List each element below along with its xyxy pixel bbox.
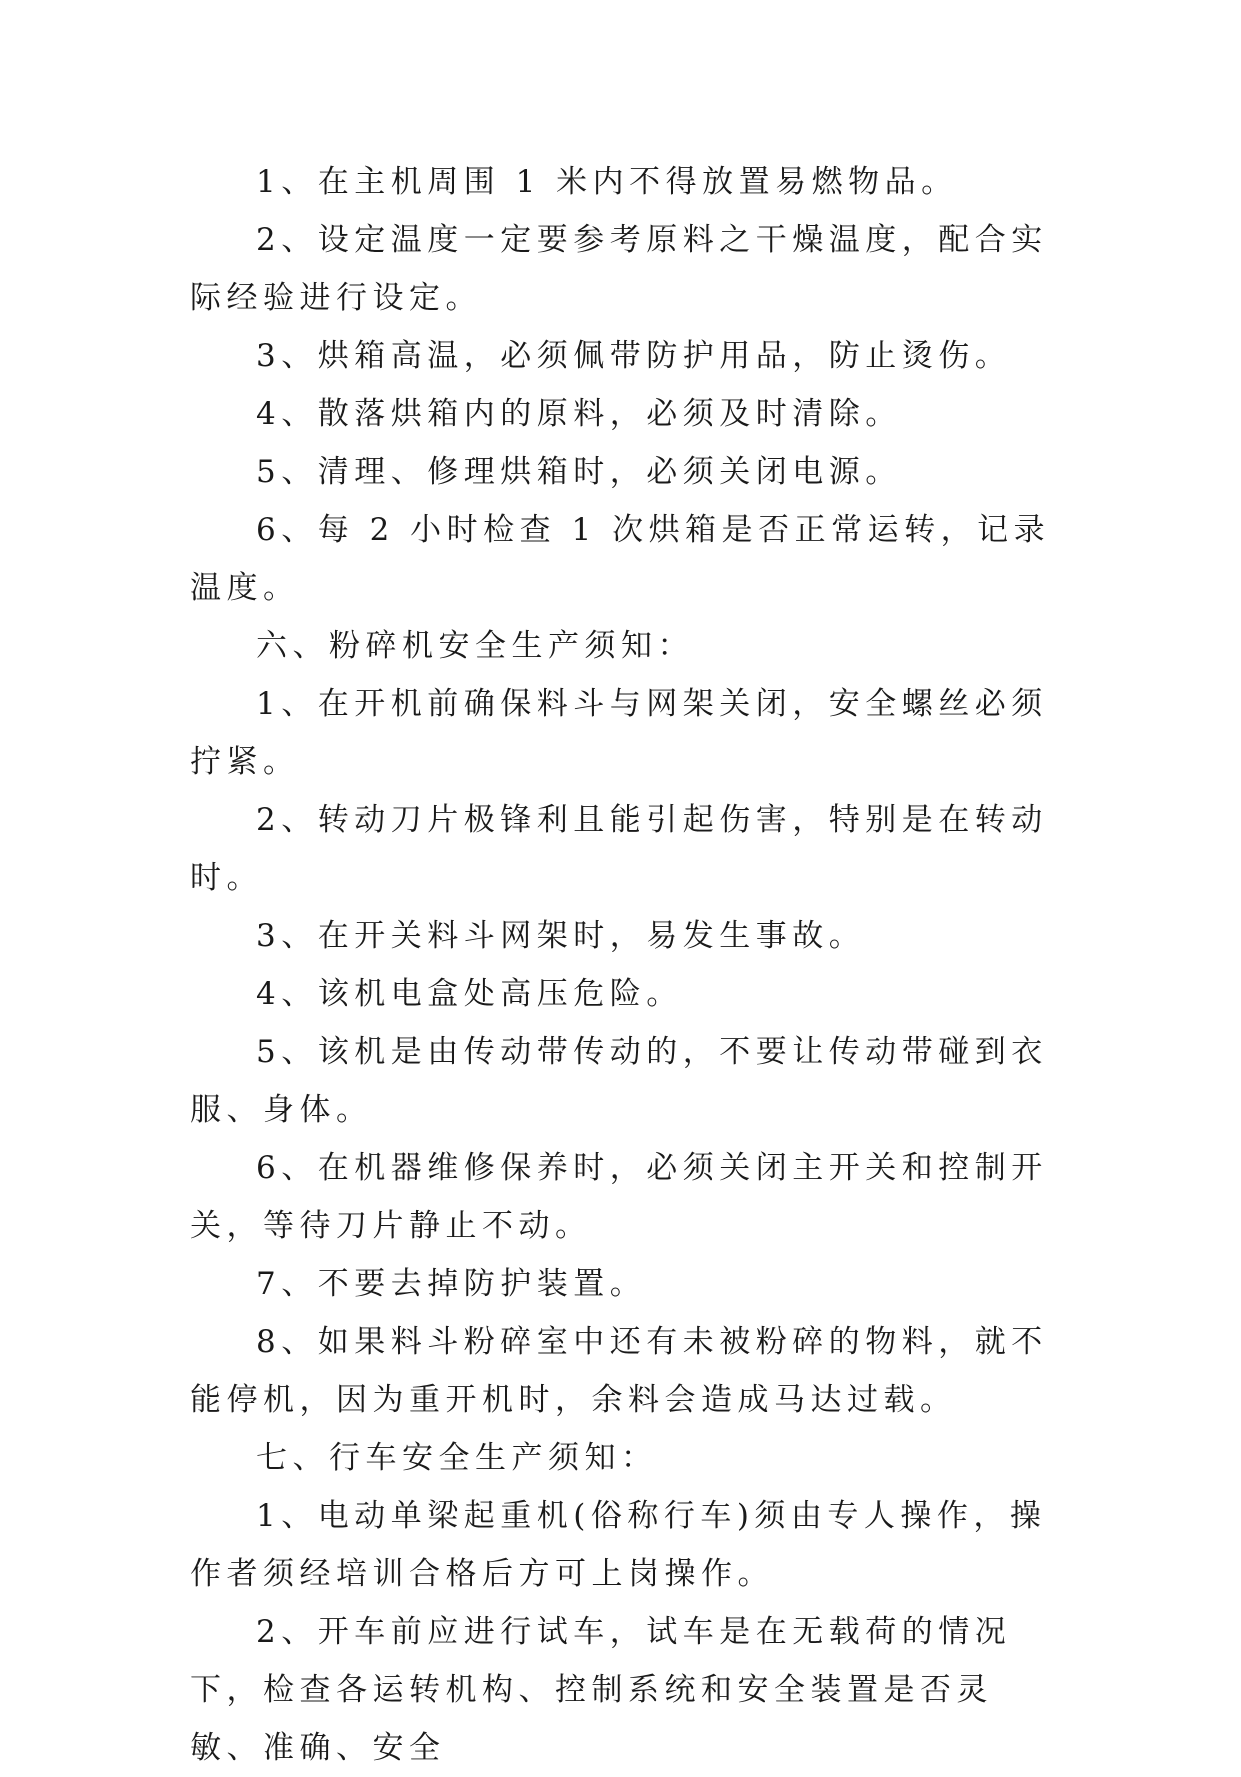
paragraph-3: 3、烘箱高温，必须佩带防护用品，防止烫伤。 (256, 338, 1012, 374)
paragraph-8: 1、在开机前确保料斗与网架关闭，安全螺丝必须拧紧。 (190, 686, 1048, 780)
paragraph-17: 1、电动单梁起重机(俗称行车)须由专人操作，操作者须经培训合格后方可上岗操作。 (190, 1498, 1047, 1592)
paragraph-10: 3、在开关料斗网架时，易发生事故。 (256, 918, 866, 954)
paragraph-1: 1、在主机周围 1 米内不得放置易燃物品。 (256, 164, 958, 200)
paragraph-4: 4、散落烘箱内的原料，必须及时清除。 (256, 396, 902, 432)
paragraph-2: 2、设定温度一定要参考原料之干燥温度，配合实际经验进行设定。 (190, 222, 1048, 316)
paragraph-15: 8、如果料斗粉碎室中还有未被粉碎的物料，就不能停机，因为重开机时，余料会造成马达过载。 (190, 1324, 1048, 1418)
paragraph-13: 6、在机器维修保养时，必须关闭主开关和控制开关，等待刀片静止不动。 (190, 1150, 1048, 1244)
section-heading-crane: 七、行车安全生产须知： (256, 1440, 658, 1476)
paragraph-11: 4、该机电盒处高压危险。 (256, 976, 683, 1012)
paragraph-5: 5、清理、修理烘箱时，必须关闭电源。 (256, 454, 902, 490)
paragraph-14: 7、不要去掉防护装置。 (256, 1266, 647, 1302)
section-heading-crusher: 六、粉碎机安全生产须知： (256, 628, 694, 664)
document-body (190, 153, 1060, 1777)
paragraph-18: 2、开车前应进行试车，试车是在无载荷的情况下，检查各运转机构、控制系统和安全装置是否灵敏、准确、安全 (190, 1614, 1012, 1766)
paragraph-6: 6、每 2 小时检查 1 次烘箱是否正常运转，记录温度。 (190, 512, 1051, 606)
paragraph-9: 2、转动刀片极锋利且能引起伤害，特别是在转动时。 (190, 802, 1048, 896)
paragraph-12: 5、该机是由传动带传动的，不要让传动带碰到衣服、身体。 (190, 1034, 1048, 1128)
